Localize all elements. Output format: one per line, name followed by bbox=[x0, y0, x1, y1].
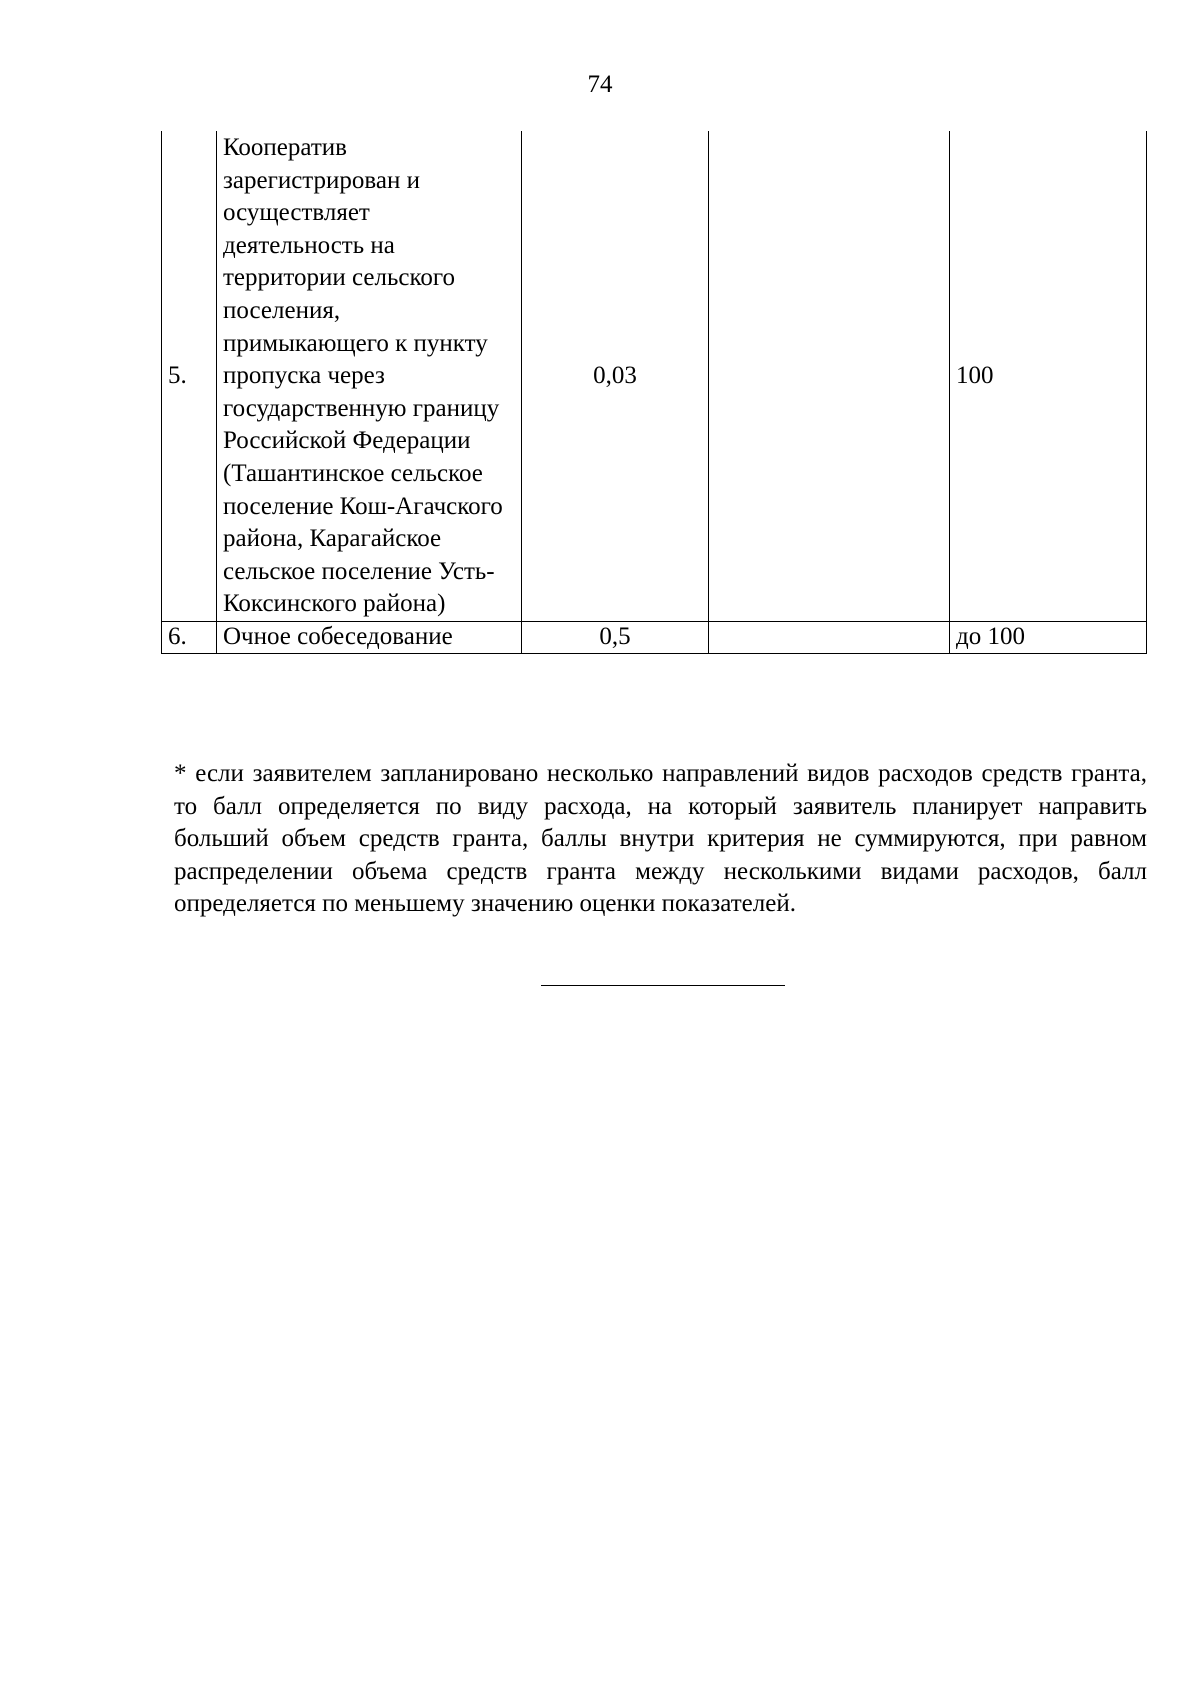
footnote: * если заявителем запланировано несколько направлений видов расходов средств гранта, то балл определяется по виду расхода, на который заявитель планирует направить больший объем средств гранта, баллы внутри критерия не суммируются, при равном распределении объема средств гранта между несколькими видами расходов, балл определяется по меньшему значению оценки показателей. bbox=[174, 760, 1147, 918]
row-number: 6. bbox=[168, 623, 187, 651]
criterion-cell bbox=[217, 131, 522, 621]
weight-cell bbox=[522, 621, 709, 653]
page-number: 74 bbox=[587, 71, 613, 98]
criterion-cell bbox=[217, 621, 522, 653]
row-number: 5. bbox=[168, 361, 187, 389]
score-value: до 100 bbox=[956, 623, 1025, 651]
table-row bbox=[162, 621, 1147, 653]
score-cell bbox=[950, 131, 1147, 621]
criterion-text: Очное собеседование bbox=[223, 623, 453, 651]
empty-cell bbox=[709, 621, 950, 653]
weight-value: 0,03 bbox=[593, 361, 637, 389]
weight-cell bbox=[522, 131, 709, 621]
row-number-cell bbox=[162, 621, 217, 653]
criteria-table-container bbox=[161, 131, 1146, 654]
criterion-text: Кооператив зарегистрирован и осуществляет деятельность на территории сельского поселения, примыкающего к пункту пропуска через государственную границу Российской Федерации (Ташантинское сельское поселение Кош-Агачского района, Карагайское сельское поселение Усть-Коксинского района) bbox=[223, 134, 503, 618]
table-row bbox=[162, 131, 1147, 621]
row-number-cell bbox=[162, 131, 217, 621]
score-value: 100 bbox=[956, 361, 994, 389]
score-cell bbox=[950, 621, 1147, 653]
end-separator-line bbox=[541, 985, 785, 986]
empty-cell bbox=[709, 131, 950, 621]
weight-value: 0,5 bbox=[599, 623, 631, 651]
criteria-table bbox=[161, 131, 1147, 654]
